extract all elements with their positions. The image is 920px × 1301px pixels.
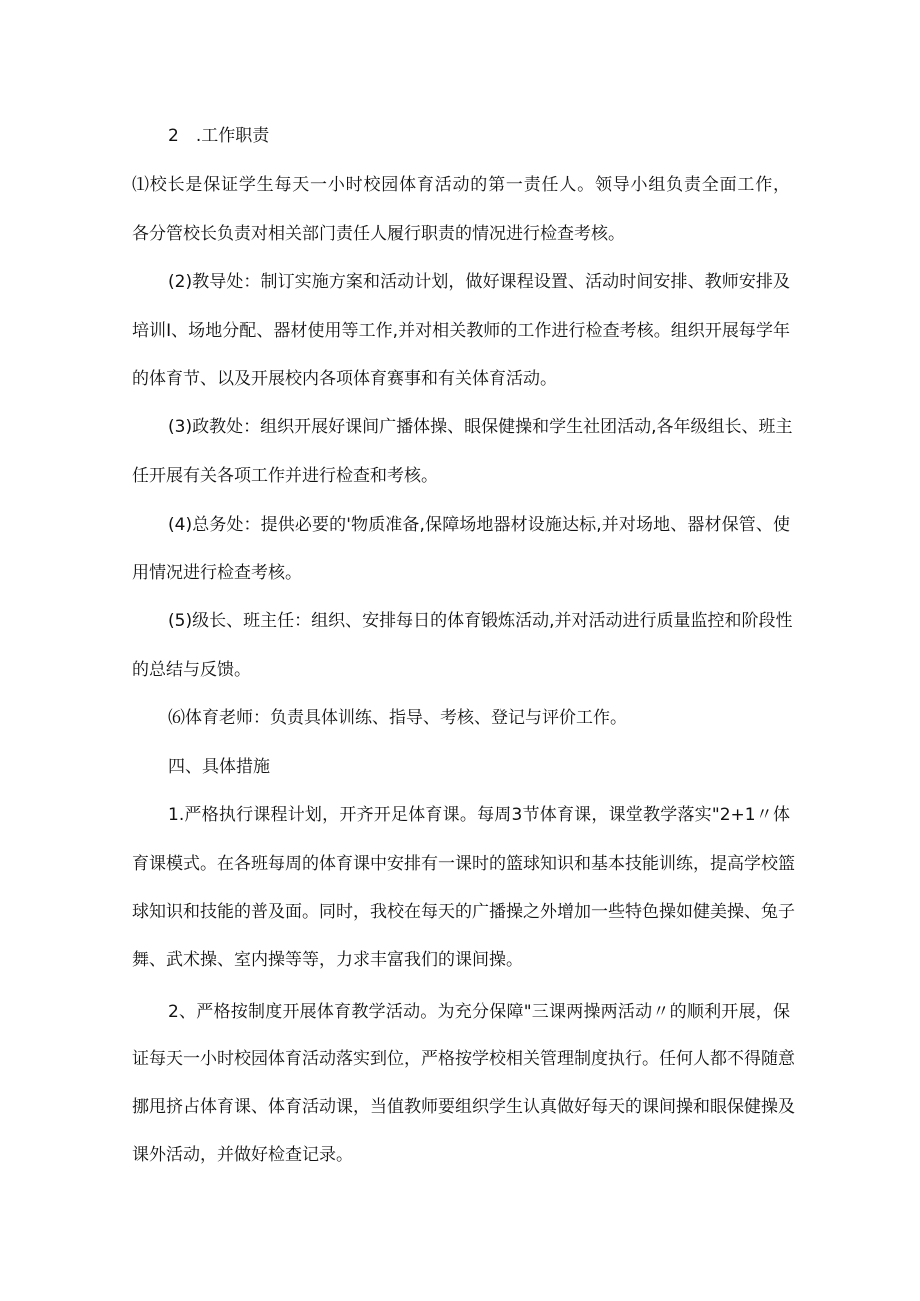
duty-3-line-2: 任开展有关各项工作并进行检查和考核。	[132, 466, 438, 486]
duty-5-line-1: (5)级长、班主任：组织、安排每日的体育锻炼活动,并对活动进行质量监控和阶段性	[168, 611, 793, 631]
duty-2-line-1: (2)教导处：制订实施方案和活动计划，做好课程设置、活动时间安排、教师安排及	[168, 272, 790, 292]
section-heading-work-duties: 2 .工作职责	[168, 126, 270, 146]
measure-2-line-3: 挪甩挤占体育课、体育活动课，当值教师要组织学生认真做好每天的课间操和眼保健操及	[132, 1097, 795, 1117]
measure-1-line-2: 育课模式。在各班每周的体育课中安排有一课时的篮球知识和基本技能训练，提高学校篮	[132, 854, 795, 874]
duty-2-line-2: 培训I、场地分配、器材使用等工作,并对相关教师的工作进行检查考核。组织开展每学年	[132, 321, 790, 341]
measure-2-line-4: 课外活动，并做好检查记录。	[132, 1145, 353, 1165]
measure-1-line-3: 球知识和技能的普及面。同时，我校在每天的广播操之外增加一些特色操如健美操、兔子	[132, 902, 795, 922]
measure-1-line-4: 舞、武术操、室内操等等，力求丰富我们的课间操。	[132, 950, 523, 970]
duty-1-line-1: ⑴校长是保证学生每天一小时校园体育活动的第一责任人。领导小组负责全面工作，	[132, 175, 790, 195]
duty-6-line-1: ⑹体育老师：负责具体训练、指导、考核、登记与评价工作。	[168, 708, 627, 728]
duty-3-line-1: (3)政教处：组织开展好课间广播体操、眼保健操和学生社团活动,各年级组长、班主	[168, 417, 793, 437]
measure-1-line-1: 1.严格执行课程计划，开齐开足体育课。每周3节体育课，课堂教学落实"2+1〃体	[168, 805, 790, 825]
measure-2-line-2: 证每天一小时校园体育活动落实到位，严格按学校相关管理制度执行。任何人都不得随意	[132, 1049, 795, 1069]
measure-2-line-1: 2、严格按制度开展体育教学活动。为充分保障"三课两操两活动〃的顺利开展，保	[168, 1002, 790, 1022]
duty-4-line-2: 用情况进行检查考核。	[132, 563, 302, 583]
duty-4-line-1: (4)总务处：提供必要的'物质准备,保障场地器材设施达标,并对场地、器材保管、使	[168, 515, 790, 535]
duty-5-line-2: 的总结与反馈。	[132, 660, 251, 680]
section-heading-specific-measures: 四、具体措施	[168, 757, 270, 777]
duty-2-line-3: 的体育节、以及开展校内各项体育赛事和有关体育活动。	[132, 369, 557, 389]
duty-1-line-2: 各分管校长负责对相关部门责任人履行职责的情况进行检查考核。	[132, 224, 625, 244]
